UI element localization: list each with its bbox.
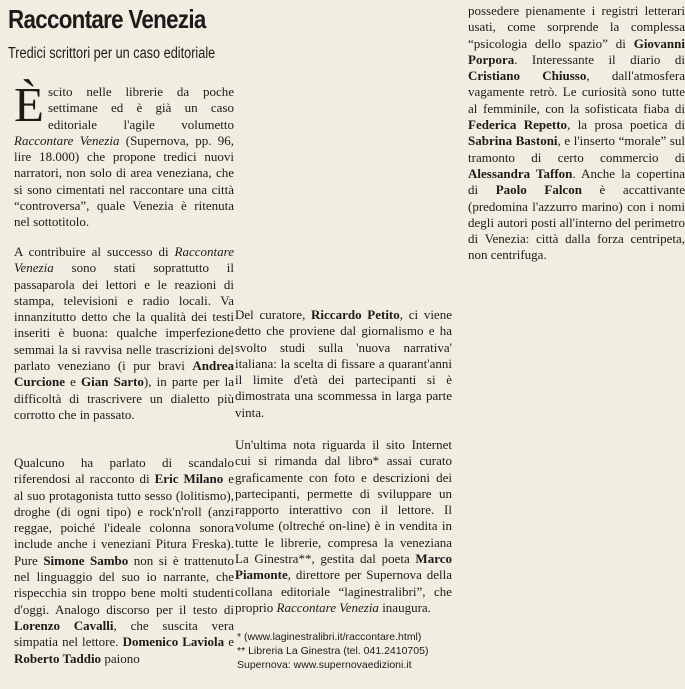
article-title: Raccontare Venezia	[8, 4, 206, 34]
footnote-1: * (www.laginestralibri.it/raccontare.html)	[237, 631, 422, 643]
footnote-2: ** Libreria La Ginestra (tel. 041.2410705)	[237, 645, 429, 657]
drop-cap: È	[14, 77, 44, 132]
paragraph-3: Qualcuno ha parlato di scandalo riferendosi al racconto di Eric Milano e al suo protagonista tutto sesso (lolitismo), droghe (di ogni tipo) e rock'n'roll (anzi reggae, poiché l'ideale colonna sonora include anche i veneziani Pitura Freska). Pure Simone Sambo non si è trattenuto nel linguaggio del suo io narrante, che rispecchia sin troppo bene molti studenti d'oggi. Analogo discorso per il testo di Lorenzo Cavalli, che suscita vera simpatia nel lettore. Domenico Laviola e Roberto Taddio paiono	[14, 455, 235, 666]
paragraph-1: Èscito nelle librerie da poche settimane ed è già un caso editoriale l'agile volumetto Raccontare Venezia (Supernova, pp. 96, lire 18.000) che propone tredici nuovi narratori, non solo di area veneziana, che si sono cimentati nel raccontare una città “controversa”, quale Venezia è ritenuta nel sottotitolo.	[14, 77, 234, 230]
paragraph-4: possedere pienamente i registri letterari usati, come sorprende la complessa “psicologia dello spazio” di Giovanni Porpora. Interessante il diario di Cristiano Chiusso, dall'atmosfera vagamente retrò. Le curiosità sono tutte al femminile, con la sofisticata fiaba di Federica Repetto, la prosa poetica di Sabrina Bastoni, e l'inserto “morale” sul tramonto di certo commercio di Alessandra Taffon. Anche la copertina di Paolo Falcon è accattivante (predomina l'azzurro marino) con i nomi degli autori posti all'interno del perimetro di Venezia: città dalla forza centripeta, non centrifuga.	[468, 3, 685, 263]
article-subtitle: Tredici scrittori per un caso editoriale	[8, 45, 216, 62]
paragraph-2: A contribuire al successo di Raccontare Venezia sono stati soprattutto il passaparola dei lettori e le reazioni di stampa, televisioni e radio locali. Va innanzitutto detto che la qualità dei testi inseriti è buona: qualche imperfezione semmai la si ravvisa nelle trascrizioni del parlato veneziano (i pur bravi Andrea Curcione e Gian Sarto), in parte per la difficoltà di trascrivere un dialetto più corrotto che in passato.	[14, 244, 234, 422]
paragraph-6: Un'ultima nota riguarda il sito Internet cui si rimanda dal libro* assai curato graficamente con foto e descrizioni dei partecipanti, permette di sviluppare un rapporto interattivo con il lettore. Il volume (oltreché on-line) è in vendita in tutte le librerie, compresa la veneziana La Ginestra**, gestita dal poeta Marco Piamonte, direttore per Supernova della collana editoriale “laginestralibri”, che proprio Raccontare Venezia inaugura.	[235, 437, 452, 615]
footnotes	[237, 630, 452, 672]
paragraph-5: Del curatore, Riccardo Petito, ci viene detto che proviene dal giornalismo e ha svolto studi sulla 'nuova narrativa' italiana: la scelta di fissare a quarant'anni il limite d'età dei partecipanti si è dimostrata una scommessa in larga parte vinta.	[235, 307, 452, 420]
footnote-3: Supernova: www.supernovaedizioni.it	[237, 659, 412, 671]
